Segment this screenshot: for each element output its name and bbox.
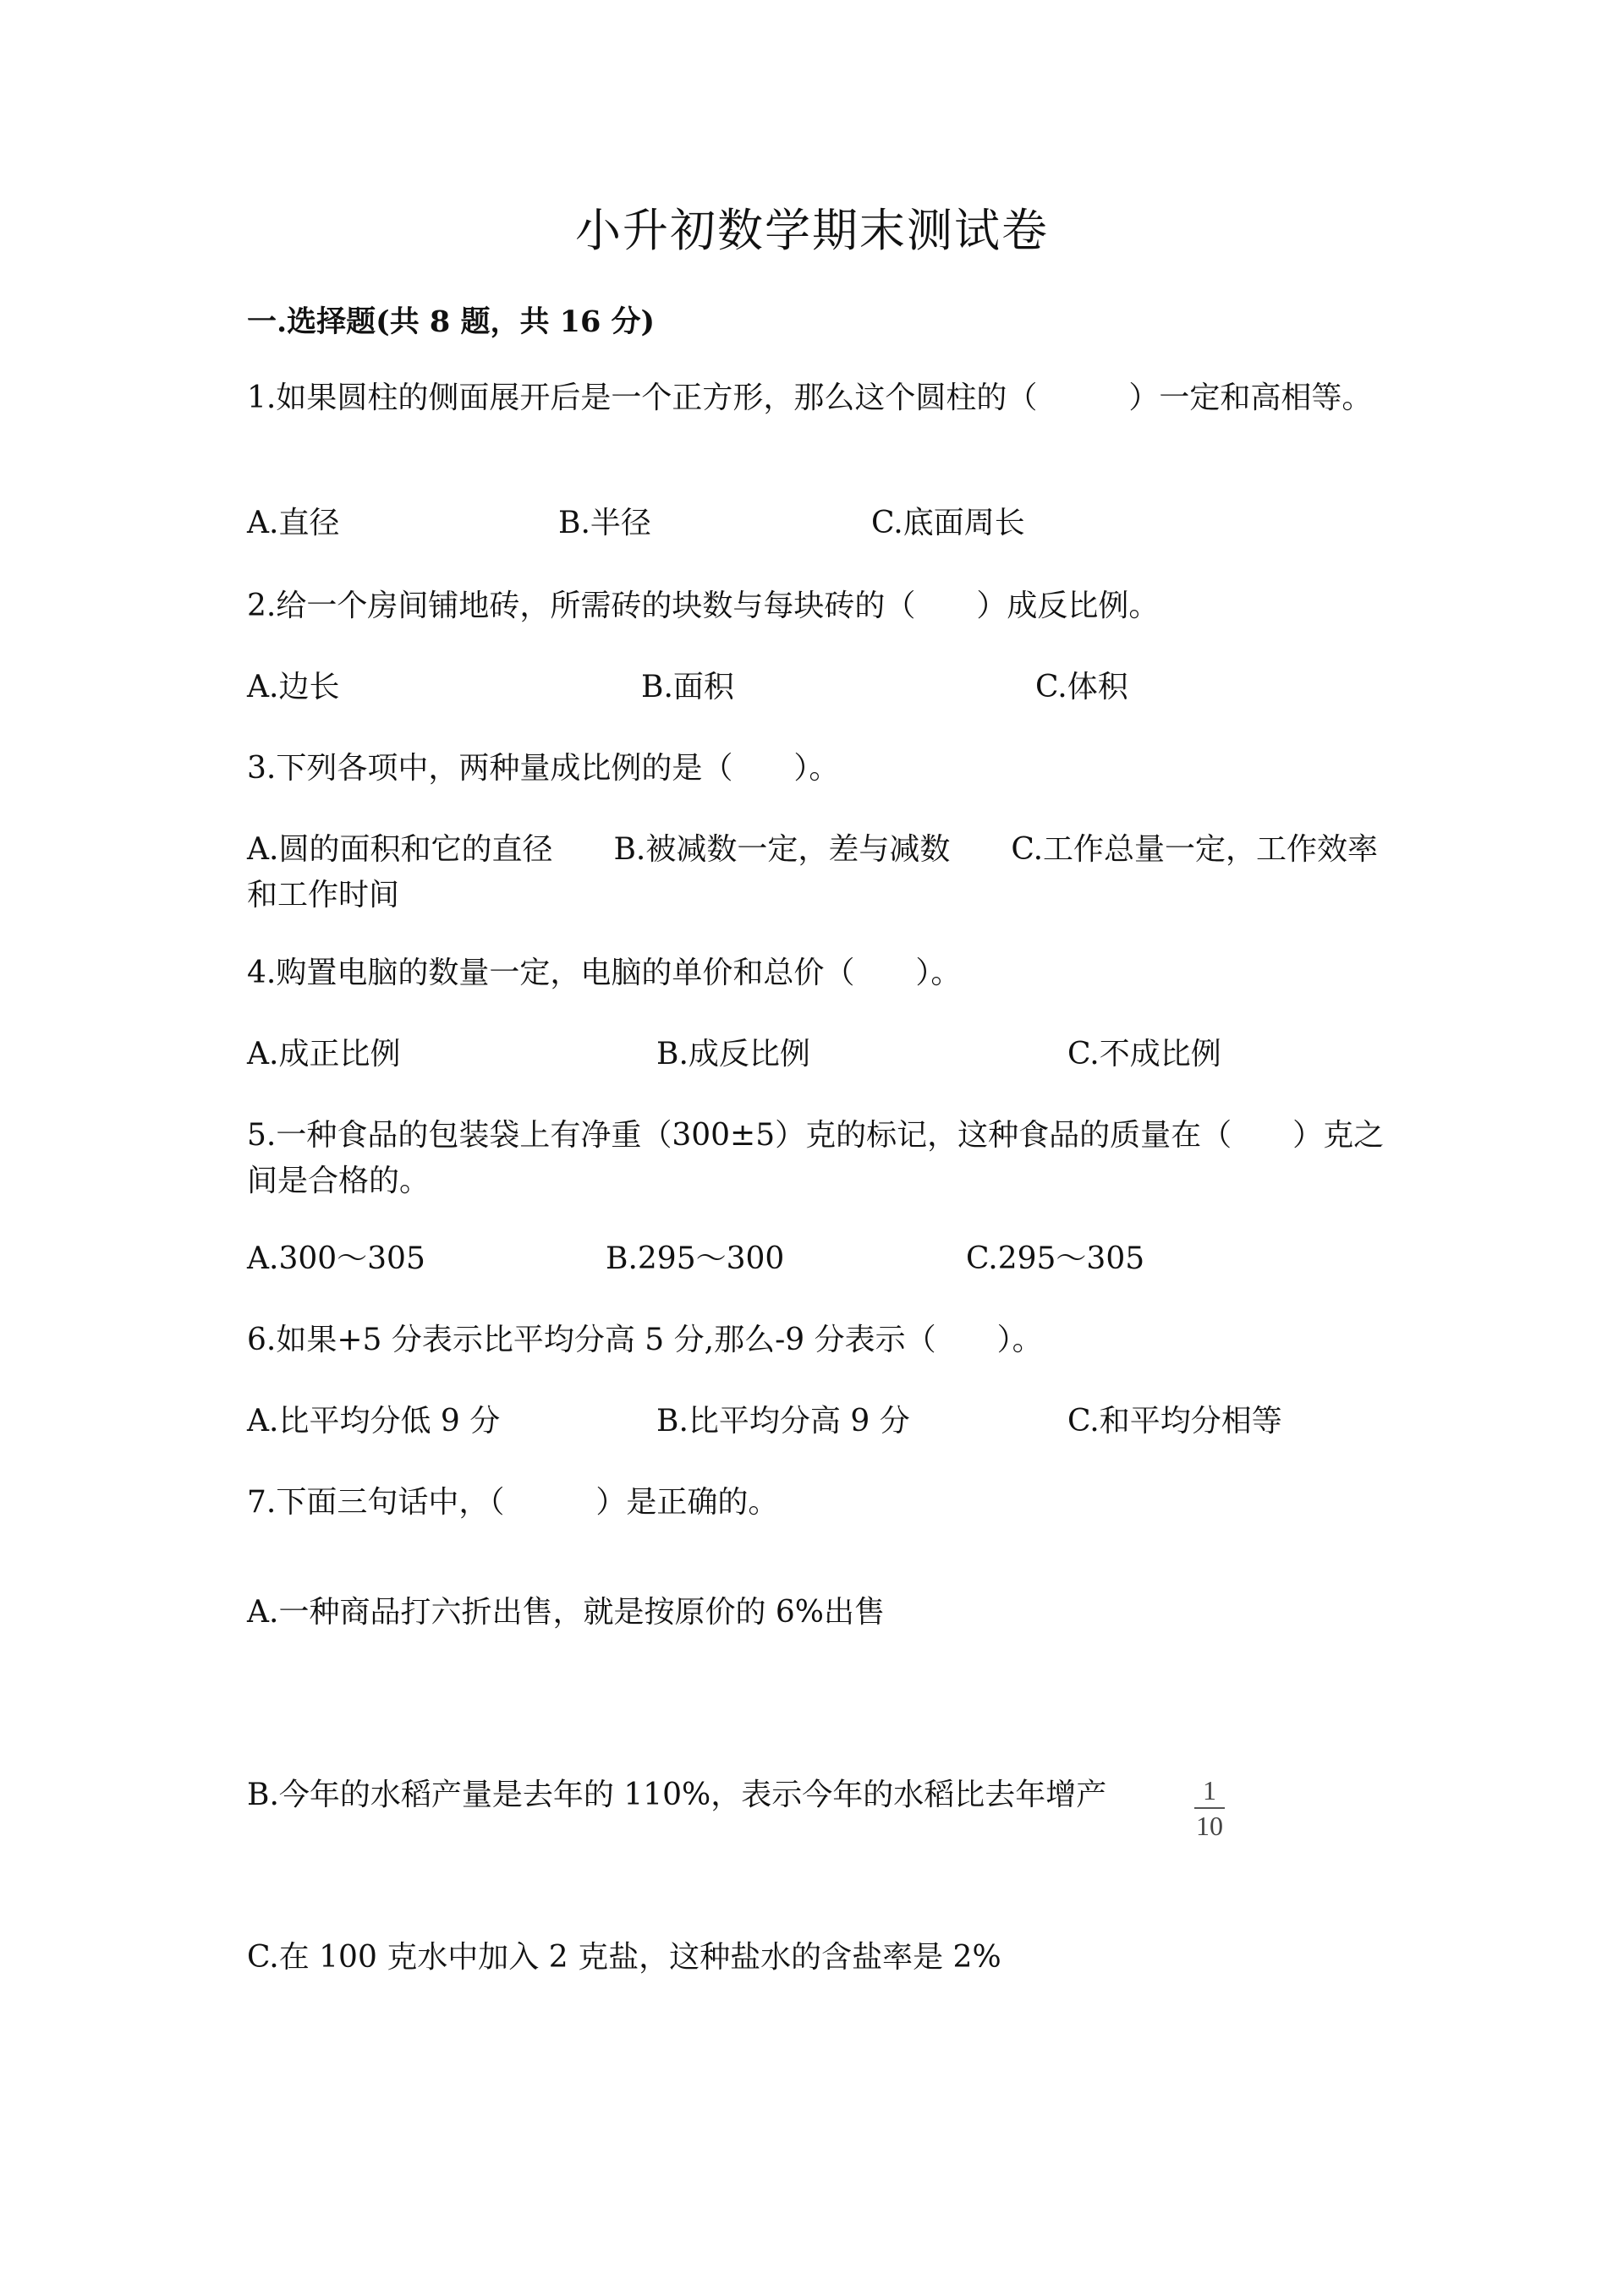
fraction-numerator: 1 <box>1203 1775 1216 1806</box>
q4-option-b: B.成反比例 <box>656 1037 810 1071</box>
q7-option-c: C.在 100 克水中加入 2 克盐，这种盐水的含盐率是 2% <box>247 1940 1001 1975</box>
section-heading: 一.选择题(共 8 题，共 16 分) <box>247 304 656 339</box>
question-3: 3.下列各项中，两种量成比例的是（ ）。 <box>247 751 840 786</box>
fraction-bar <box>1194 1807 1225 1809</box>
page-title: 小升初数学期末测试卷 <box>575 204 1049 257</box>
q2-option-a: A.边长 <box>247 670 340 704</box>
q1-option-a: A.直径 <box>247 506 340 540</box>
question-1: 1.如果圆柱的侧面展开后是一个正方形，那么这个圆柱的（ ）一定和高相等。 <box>247 381 1373 415</box>
q2-option-c: C.体积 <box>1035 670 1128 704</box>
q7-option-b: B.今年的水稻产量是去年的 110%，表示今年的水稻比去年增产 <box>247 1778 1107 1812</box>
q1-option-c: C.底面周长 <box>871 506 1025 540</box>
q6-option-a: A.比平均分低 9 分 <box>247 1404 501 1438</box>
fraction-denominator: 10 <box>1196 1811 1223 1841</box>
q1-option-b: B.半径 <box>558 506 651 540</box>
q5-option-b: B.295～300 <box>606 1241 785 1276</box>
fraction-one-tenth <box>1191 1774 1228 1842</box>
q4-option-a: A.成正比例 <box>247 1037 401 1071</box>
q5-option-a: A.300～305 <box>247 1241 425 1276</box>
q7-option-a: A.一种商品打六折出售，就是按原价的 6%出售 <box>247 1595 885 1630</box>
q6-option-c: C.和平均分相等 <box>1067 1404 1282 1438</box>
question-4: 4.购置电脑的数量一定，电脑的单价和总价（ ）。 <box>247 956 962 990</box>
q2-option-b: B.面积 <box>641 670 734 704</box>
question-6: 6.如果+5 分表示比平均分高 5 分,那么-9 分表示（ ）。 <box>247 1323 1043 1357</box>
q5-option-c: C.295～305 <box>966 1241 1145 1276</box>
question-7: 7.下面三句话中，（ ）是正确的。 <box>247 1485 779 1520</box>
q4-option-c: C.不成比例 <box>1067 1037 1221 1071</box>
question-2: 2.给一个房间铺地砖，所需砖的块数与每块砖的（ ）成反比例。 <box>247 589 1160 623</box>
question-5: 5.一种食品的包装袋上有净重（300±5）克的标记，这种食品的质量在（ ）克之间是合格的。 <box>247 1118 1385 1198</box>
q3-options: A.圆的面积和它的直径 B.被减数一定，差与减数 C.工作总量一定，工作效率和工作时间 <box>247 832 1379 912</box>
q6-option-b: B.比平均分高 9 分 <box>656 1404 910 1438</box>
